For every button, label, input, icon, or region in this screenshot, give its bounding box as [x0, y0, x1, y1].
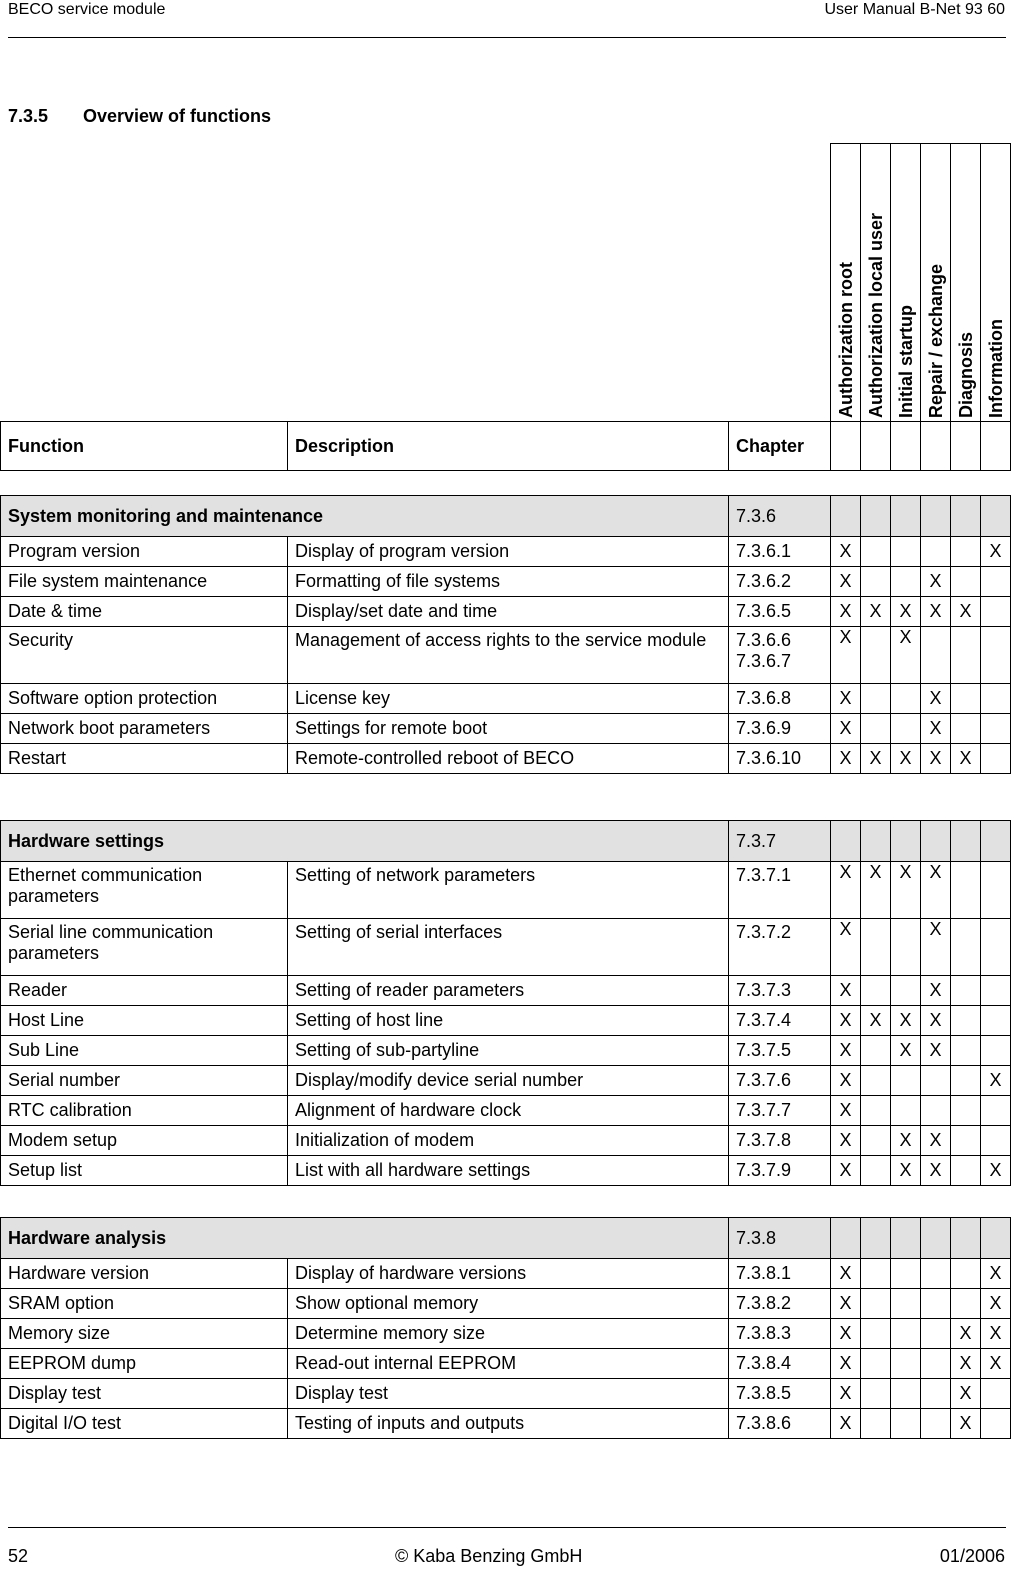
group-header-row: [1, 496, 1011, 537]
role-mark: X: [921, 684, 951, 714]
role-mark: [891, 1096, 921, 1126]
role-mark: [951, 1036, 981, 1066]
group-header-row: [1, 821, 1011, 862]
section-heading: Overview of functions: [83, 106, 272, 126]
role-mark: [891, 1319, 921, 1349]
table-row: [1, 1096, 1011, 1126]
row-function: Serial line communication parameters: [1, 919, 288, 976]
role-mark: [861, 919, 891, 976]
role-mark: [951, 1156, 981, 1186]
row-chapter: 7.3.6.1: [729, 537, 831, 567]
role-mark: [921, 1289, 951, 1319]
row-function: Date & time: [1, 597, 288, 627]
page-number: 52: [8, 1546, 29, 1566]
role-mark: [861, 537, 891, 567]
role-mark: [921, 1259, 951, 1289]
column-description: Description: [288, 422, 729, 471]
role-mark: X: [921, 919, 951, 976]
role-mark: X: [921, 567, 951, 597]
row-function: SRAM option: [1, 1289, 288, 1319]
row-chapter: 7.3.7.5: [729, 1036, 831, 1066]
role-mark: [981, 1379, 1011, 1409]
role-mark: X: [861, 744, 891, 774]
role-mark: X: [831, 1096, 861, 1126]
row-function: Security: [1, 627, 288, 684]
role-mark: X: [921, 1126, 951, 1156]
group-chapter: 7.3.6: [729, 496, 831, 537]
row-description: Initialization of modem: [288, 1126, 729, 1156]
role-mark: [861, 1126, 891, 1156]
role-mark: [861, 1259, 891, 1289]
role-mark: [981, 744, 1011, 774]
row-chapter: 7.3.6.8: [729, 684, 831, 714]
role-mark: X: [831, 1006, 861, 1036]
table-row: [1, 744, 1011, 774]
role-mark: [891, 537, 921, 567]
group-header-row: [1, 1218, 1011, 1259]
row-chapter: 7.3.7.7: [729, 1096, 831, 1126]
role-mark: X: [831, 744, 861, 774]
role-mark: [981, 714, 1011, 744]
table-row: [1, 684, 1011, 714]
role-mark: X: [981, 1066, 1011, 1096]
row-chapter: 7.3.7.6: [729, 1066, 831, 1096]
role-mark: [951, 627, 981, 684]
role-mark: [951, 1289, 981, 1319]
row-function: Software option protection: [1, 684, 288, 714]
role-mark: [891, 684, 921, 714]
row-chapter: 7.3.8.6: [729, 1409, 831, 1439]
role-mark: [921, 1379, 951, 1409]
row-chapter: 7.3.6.9: [729, 714, 831, 744]
role-mark: [951, 1096, 981, 1126]
role-mark: [891, 1409, 921, 1439]
row-chapter: 7.3.7.1: [729, 862, 831, 919]
role-mark: [861, 1066, 891, 1096]
role-mark: [951, 1126, 981, 1156]
role-mark: X: [921, 714, 951, 744]
role-mark: X: [831, 684, 861, 714]
role-mark: [981, 1096, 1011, 1126]
role-mark: [981, 976, 1011, 1006]
role-mark: X: [831, 1289, 861, 1319]
role-mark: [981, 627, 1011, 684]
role-mark: X: [981, 1259, 1011, 1289]
row-function: Memory size: [1, 1319, 288, 1349]
role-mark: X: [921, 862, 951, 919]
role-mark: [951, 1006, 981, 1036]
function-group-table: [0, 495, 1011, 774]
row-description: Setting of host line: [288, 1006, 729, 1036]
row-description: Display of hardware versions: [288, 1259, 729, 1289]
role-mark: [891, 1379, 921, 1409]
role-mark: X: [921, 597, 951, 627]
role-mark: X: [951, 744, 981, 774]
functions-header-table: [0, 143, 1011, 471]
row-function: Restart: [1, 744, 288, 774]
role-mark: X: [831, 537, 861, 567]
role-mark: X: [831, 919, 861, 976]
role-mark: [981, 1126, 1011, 1156]
role-mark: X: [981, 1349, 1011, 1379]
row-function: Network boot parameters: [1, 714, 288, 744]
role-mark: [861, 1349, 891, 1379]
role-mark: X: [891, 862, 921, 919]
row-chapter: 7.3.8.2: [729, 1289, 831, 1319]
role-mark: [921, 1066, 951, 1096]
role-mark: [861, 1379, 891, 1409]
role-mark: X: [981, 1156, 1011, 1186]
role-mark: [981, 684, 1011, 714]
row-function: Ethernet communication parameters: [1, 862, 288, 919]
row-chapter: 7.3.6.5: [729, 597, 831, 627]
role-mark: [861, 567, 891, 597]
table-row: [1, 567, 1011, 597]
group-chapter: 7.3.7: [729, 821, 831, 862]
group-title: Hardware analysis: [1, 1218, 729, 1259]
role-mark: [891, 714, 921, 744]
table-row: [1, 1006, 1011, 1036]
table-row: [1, 1156, 1011, 1186]
role-mark: X: [951, 1409, 981, 1439]
row-chapter: 7.3.8.1: [729, 1259, 831, 1289]
role-mark: X: [921, 1006, 951, 1036]
table-row: [1, 1036, 1011, 1066]
role-mark: X: [891, 744, 921, 774]
role-mark: [861, 1319, 891, 1349]
role-mark: X: [831, 1349, 861, 1379]
role-mark: [861, 627, 891, 684]
table-row: [1, 862, 1011, 919]
table-row: [1, 1379, 1011, 1409]
role-mark: X: [831, 567, 861, 597]
role-mark: [951, 919, 981, 976]
table-row: [1, 919, 1011, 976]
row-function: Hardware version: [1, 1259, 288, 1289]
role-mark: [921, 1096, 951, 1126]
role-mark: X: [831, 1259, 861, 1289]
role-mark: X: [891, 1156, 921, 1186]
role-header-initial-startup: Initial startup: [891, 144, 921, 422]
header-divider: [8, 37, 1006, 38]
row-description: Alignment of hardware clock: [288, 1096, 729, 1126]
role-mark: X: [951, 1379, 981, 1409]
role-mark: [981, 1006, 1011, 1036]
table-row: [1, 714, 1011, 744]
role-mark: [951, 714, 981, 744]
row-chapter: 7.3.8.5: [729, 1379, 831, 1409]
role-mark: [861, 1096, 891, 1126]
table-row: [1, 1259, 1011, 1289]
role-mark: X: [921, 976, 951, 1006]
role-mark: [891, 1066, 921, 1096]
header-right: User Manual B-Net 93 60: [824, 1, 1005, 18]
row-description: Setting of network parameters: [288, 862, 729, 919]
section-number: 7.3.5: [8, 106, 49, 126]
role-header-repair: Repair / exchange: [921, 144, 951, 422]
row-function: Serial number: [1, 1066, 288, 1096]
role-mark: [981, 567, 1011, 597]
row-function: Reader: [1, 976, 288, 1006]
group-chapter: 7.3.8: [729, 1218, 831, 1259]
row-function: Host Line: [1, 1006, 288, 1036]
row-function: Sub Line: [1, 1036, 288, 1066]
row-description: Show optional memory: [288, 1289, 729, 1319]
row-description: Setting of sub-partyline: [288, 1036, 729, 1066]
row-chapter: 7.3.7.8: [729, 1126, 831, 1156]
role-mark: X: [831, 1036, 861, 1066]
role-mark: X: [831, 714, 861, 744]
role-mark: [861, 684, 891, 714]
role-mark: [981, 597, 1011, 627]
footer-date: 01/2006: [939, 1546, 1005, 1566]
function-group-table: [0, 1217, 1011, 1439]
row-description: Determine memory size: [288, 1319, 729, 1349]
row-description: Testing of inputs and outputs: [288, 1409, 729, 1439]
page-header: [0, 0, 1013, 26]
role-mark: [861, 1289, 891, 1319]
role-mark: X: [831, 1379, 861, 1409]
role-mark: [951, 1066, 981, 1096]
role-mark: X: [891, 1006, 921, 1036]
role-mark: X: [831, 1319, 861, 1349]
role-mark: X: [891, 1126, 921, 1156]
role-mark: X: [891, 597, 921, 627]
row-chapter: 7.3.7.2: [729, 919, 831, 976]
role-mark: [921, 1409, 951, 1439]
group-title: Hardware settings: [1, 821, 729, 862]
row-description: Formatting of file systems: [288, 567, 729, 597]
table-row: [1, 1409, 1011, 1439]
role-mark: X: [831, 1156, 861, 1186]
role-mark: [981, 1036, 1011, 1066]
row-function: RTC calibration: [1, 1096, 288, 1126]
row-chapter: 7.3.6.6 7.3.6.7: [729, 627, 831, 684]
role-mark: [861, 976, 891, 1006]
row-description: Display/set date and time: [288, 597, 729, 627]
role-mark: X: [831, 627, 861, 684]
role-mark: [921, 1349, 951, 1379]
role-mark: [921, 537, 951, 567]
role-mark: [891, 919, 921, 976]
row-description: Display test: [288, 1379, 729, 1409]
role-mark: X: [921, 744, 951, 774]
role-mark: X: [831, 597, 861, 627]
row-function: Digital I/O test: [1, 1409, 288, 1439]
role-mark: [981, 919, 1011, 976]
role-mark: [921, 1319, 951, 1349]
row-chapter: 7.3.7.4: [729, 1006, 831, 1036]
column-chapter: Chapter: [729, 422, 831, 471]
row-chapter: 7.3.6.2: [729, 567, 831, 597]
row-function: Setup list: [1, 1156, 288, 1186]
footer-divider: [8, 1527, 1006, 1528]
row-function: Display test: [1, 1379, 288, 1409]
table-row: [1, 627, 1011, 684]
row-chapter: 7.3.7.9: [729, 1156, 831, 1186]
table-row: [1, 597, 1011, 627]
role-mark: [891, 976, 921, 1006]
row-function: Program version: [1, 537, 288, 567]
row-description: Remote-controlled reboot of BECO: [288, 744, 729, 774]
role-mark: [861, 714, 891, 744]
role-mark: [951, 537, 981, 567]
row-description: Management of access rights to the service module: [288, 627, 729, 684]
role-header-local-user: Authorization local user: [861, 144, 891, 422]
role-mark: X: [831, 862, 861, 919]
role-header-diagnosis: Diagnosis: [951, 144, 981, 422]
role-mark: [921, 627, 951, 684]
role-header-root: Authorization root: [831, 144, 861, 422]
table-row: [1, 1319, 1011, 1349]
role-mark: X: [891, 627, 921, 684]
table-row: [1, 1289, 1011, 1319]
role-mark: [951, 862, 981, 919]
row-function: Modem setup: [1, 1126, 288, 1156]
role-mark: [861, 1409, 891, 1439]
row-chapter: 7.3.8.4: [729, 1349, 831, 1379]
table-row: [1, 537, 1011, 567]
role-mark: X: [891, 1036, 921, 1066]
role-mark: [891, 567, 921, 597]
column-function: Function: [1, 422, 288, 471]
header-left: BECO service module: [8, 1, 166, 18]
table-row: [1, 976, 1011, 1006]
table-row: [1, 1349, 1011, 1379]
role-mark: [861, 1036, 891, 1066]
row-description: Display/modify device serial number: [288, 1066, 729, 1096]
role-mark: X: [861, 1006, 891, 1036]
row-description: License key: [288, 684, 729, 714]
footer-copyright: © Kaba Benzing GmbH: [395, 1546, 583, 1566]
row-description: Setting of reader parameters: [288, 976, 729, 1006]
role-mark: [951, 1259, 981, 1289]
role-mark: [981, 1409, 1011, 1439]
role-mark: X: [951, 1349, 981, 1379]
role-mark: X: [921, 1156, 951, 1186]
role-mark: X: [861, 862, 891, 919]
role-mark: X: [831, 1066, 861, 1096]
group-title: System monitoring and maintenance: [1, 496, 729, 537]
role-mark: X: [831, 1126, 861, 1156]
role-mark: X: [951, 597, 981, 627]
row-chapter: 7.3.6.10: [729, 744, 831, 774]
role-mark: X: [951, 1319, 981, 1349]
row-description: Setting of serial interfaces: [288, 919, 729, 976]
row-function: EEPROM dump: [1, 1349, 288, 1379]
role-mark: [891, 1349, 921, 1379]
row-description: Settings for remote boot: [288, 714, 729, 744]
role-mark: X: [981, 537, 1011, 567]
table-row: [1, 1126, 1011, 1156]
role-header-information: Information: [981, 144, 1011, 422]
row-function: File system maintenance: [1, 567, 288, 597]
role-mark: X: [921, 1036, 951, 1066]
role-mark: [951, 567, 981, 597]
section-title: [8, 106, 271, 127]
row-chapter: 7.3.8.3: [729, 1319, 831, 1349]
row-chapter: 7.3.7.3: [729, 976, 831, 1006]
role-mark: [891, 1259, 921, 1289]
function-group-table: [0, 820, 1011, 1186]
row-description: Read-out internal EEPROM: [288, 1349, 729, 1379]
role-mark: [861, 1156, 891, 1186]
role-mark: X: [831, 1409, 861, 1439]
role-mark: [951, 684, 981, 714]
row-description: Display of program version: [288, 537, 729, 567]
role-mark: X: [861, 597, 891, 627]
table-row: [1, 1066, 1011, 1096]
row-description: List with all hardware settings: [288, 1156, 729, 1186]
role-mark: [981, 862, 1011, 919]
role-mark: [891, 1289, 921, 1319]
role-mark: X: [831, 976, 861, 1006]
role-mark: X: [981, 1289, 1011, 1319]
role-mark: X: [981, 1319, 1011, 1349]
role-mark: [951, 976, 981, 1006]
